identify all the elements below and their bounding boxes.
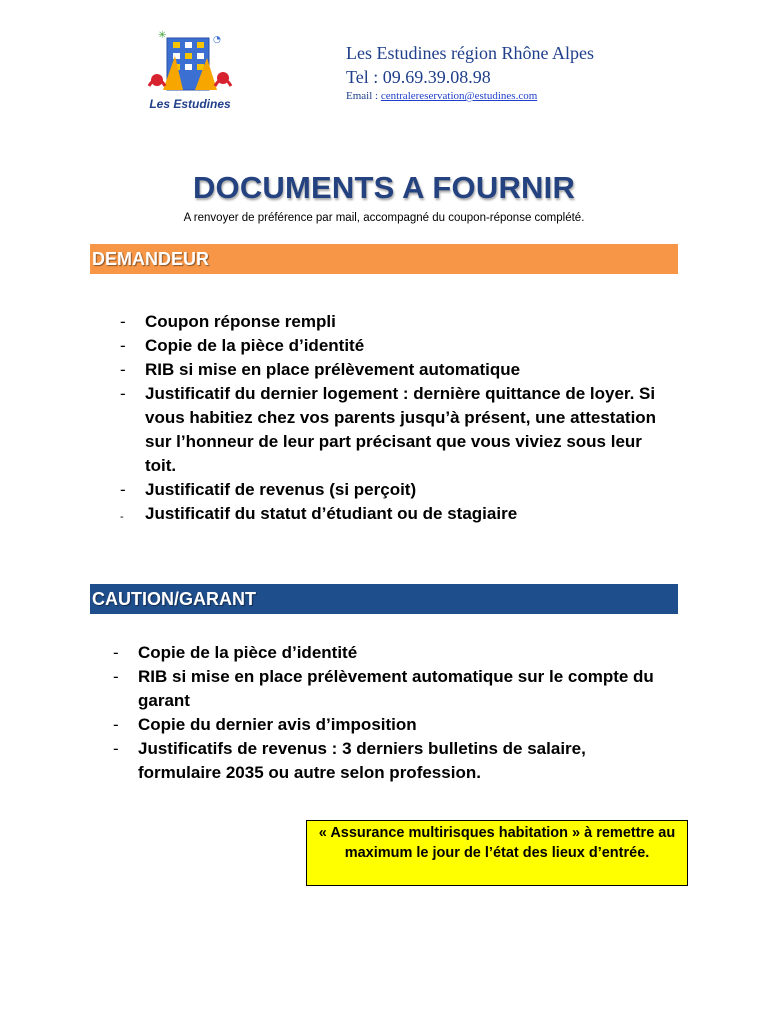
page-subtitle: A renvoyer de préférence par mail, accompagné du coupon-réponse complété.	[183, 212, 585, 224]
insurance-note: « Assurance multirisques habitation » à remettre au maximum le jour de l’état des lieux d’entrée.	[306, 820, 688, 886]
email-link[interactable]: centralereservation@estudines.com	[380, 90, 538, 102]
list-item: - Copie de la pièce d’identité	[120, 334, 660, 358]
email-line	[346, 89, 594, 103]
list-item: - RIB si mise en place prélèvement automatique	[120, 358, 660, 382]
section-heading-demandeur: DEMANDEUR	[90, 244, 678, 274]
page-title: DOCUMENTS A FOURNIR	[192, 170, 576, 205]
dash-bullet: -	[120, 360, 126, 379]
dash-bullet: -	[120, 480, 126, 499]
dash-bullet: -	[120, 312, 126, 331]
dash-bullet: -	[120, 511, 124, 523]
logo-text: Les Estudines	[149, 97, 231, 111]
list-item: - Coupon réponse rempli	[120, 310, 660, 334]
list-item: - Copie de la pièce d’identité	[113, 641, 673, 665]
dash-bullet: -	[120, 384, 126, 403]
estudines-logo	[135, 28, 245, 116]
dash-bullet: -	[120, 336, 126, 355]
list-item: - Justificatifs de revenus : 3 derniers bulletins de salaire, formulaire 2035 ou autre selon profession.	[113, 739, 586, 782]
list-item: - Justificatif du statut d’étudiant ou de stagiaire	[120, 502, 660, 526]
dash-bullet: -	[113, 643, 119, 662]
dash-bullet: -	[113, 715, 119, 734]
svg-text:◔: ◔	[213, 35, 221, 45]
email-label: Email :	[346, 90, 381, 102]
dash-bullet: -	[113, 667, 119, 686]
list-item: - RIB si mise en place prélèvement automatique sur le compte du garant	[113, 667, 654, 710]
list-item: - Copie du dernier avis d’imposition	[113, 713, 673, 737]
company-name: Les Estudines région Rhône Alpes	[346, 43, 594, 63]
svg-text:✳: ✳	[158, 30, 167, 41]
dash-bullet: -	[113, 739, 119, 758]
caution-garant-list	[113, 641, 673, 785]
section-heading-caution-garant: CAUTION/GARANT	[90, 584, 678, 614]
list-item: - Justificatif de revenus (si perçoit)	[120, 478, 660, 502]
phone-number: Tel : 09.69.39.08.98	[346, 67, 491, 87]
header-contact	[346, 42, 594, 103]
demandeur-list	[120, 310, 660, 526]
list-item: - Justificatif du dernier logement : dernière quittance de loyer. Si vous habitiez chez vos parents jusqu’à présent, une attestation sur l’honneur de leur part précisant que vous viviez sous leur toit.	[120, 384, 657, 475]
